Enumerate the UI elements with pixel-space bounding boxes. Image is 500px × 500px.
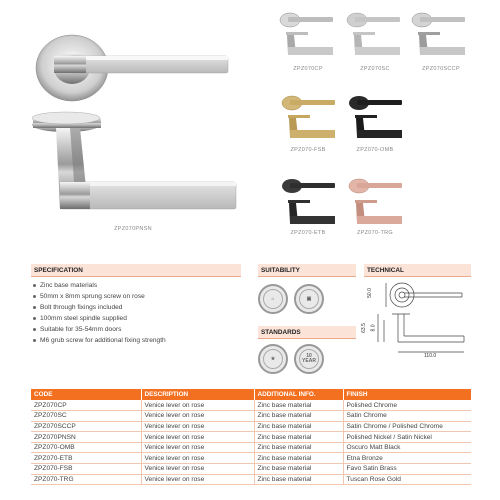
technical-drawing [360, 280, 471, 362]
list-item: Bolt through fixings included [32, 302, 247, 313]
column-header: ADDITIONAL INFO. [254, 389, 343, 400]
specification-list [32, 280, 247, 346]
list-item: M6 grub screw for additional fixing strength [32, 335, 247, 346]
table-cell: Zinc base material [254, 400, 343, 411]
table-cell: Zinc base material [254, 432, 343, 443]
table-cell: ZPZ070SC [31, 411, 141, 422]
main-product-image [30, 30, 240, 225]
table-cell: ZPZ070-ETB [31, 453, 141, 464]
main-product-caption: ZPZ070PNSN [114, 226, 152, 232]
table-row [31, 432, 471, 443]
table-cell: Venice lever on rose [141, 442, 254, 453]
thumb-zpz070sccp [410, 12, 470, 52]
table-cell: Venice lever on rose [141, 453, 254, 464]
table-cell: Zinc base material [254, 453, 343, 464]
dimension-height: 50.0 [366, 288, 373, 298]
table-cell: Etna Bronze [343, 453, 471, 464]
table-cell: Zinc base material [254, 464, 343, 475]
table-row [31, 421, 471, 432]
table-cell: Polished Nickel / Satin Nickel [343, 432, 471, 443]
table-header-row [31, 389, 471, 400]
thumb-caption: ZPZ070-FSB [290, 147, 326, 153]
table-cell: Zinc base material [254, 442, 343, 453]
standards-header: STANDARDS [258, 326, 356, 339]
thumb-caption: ZPZ070-TRG [356, 230, 393, 236]
thumb-zpz070-fsb [280, 95, 340, 135]
list-item: Suitable for 35-54mm doors [32, 324, 247, 335]
list-item: Zinc base materials [32, 280, 247, 291]
suitability-header: SUITABILITY [258, 264, 356, 277]
table-cell: ZPZ070-FSB [31, 464, 141, 475]
table-cell: Tuscan Rose Gold [343, 474, 471, 485]
thumb-caption: ZPZ070-OMB [356, 147, 394, 153]
table-cell: Satin Chrome [343, 411, 471, 422]
dimension-depth-b: 8.0 [370, 324, 377, 332]
table-row [31, 411, 471, 422]
table-row [31, 453, 471, 464]
standards-badge-icon: ★ [258, 344, 288, 374]
thumb-caption: ZPZ070SC [360, 66, 390, 72]
table-cell: Venice lever on rose [141, 400, 254, 411]
column-header: DESCRIPTION [141, 389, 254, 400]
thumb-zpz070cp [278, 12, 338, 52]
list-item: 50mm x 8mm sprung screw on rose [32, 291, 247, 302]
technical-header: TECHNICAL [364, 264, 471, 277]
table-row [31, 400, 471, 411]
table-row [31, 474, 471, 485]
table-cell: Venice lever on rose [141, 464, 254, 475]
table-cell: ZPZ070CP [31, 400, 141, 411]
table-cell: Zinc base material [254, 421, 343, 432]
dimension-depth-a: 63.5 [360, 323, 367, 333]
table-cell: Venice lever on rose [141, 421, 254, 432]
table-cell: ZPZ070PNSN [31, 432, 141, 443]
table-cell: Polished Chrome [343, 400, 471, 411]
table-cell: Venice lever on rose [141, 432, 254, 443]
thumb-caption: ZPZ070SCCP [422, 66, 460, 72]
product-table [31, 389, 471, 485]
table-cell: Zinc base material [254, 411, 343, 422]
suitability-badge-icon: ▣ [294, 284, 324, 314]
thumb-zpz070-omb [347, 95, 407, 135]
table-cell: Venice lever on rose [141, 411, 254, 422]
table-cell: Venice lever on rose [141, 474, 254, 485]
thumb-zpz070-trg [347, 178, 407, 218]
suitability-badge-icon: ⌂ [258, 284, 288, 314]
table-cell: ZPZ070-OMB [31, 442, 141, 453]
warranty-badge-icon [294, 344, 324, 374]
table-cell: Oscuro Matt Black [343, 442, 471, 453]
warranty-badge-label: 10 YEAR [299, 349, 319, 369]
table-cell: ZPZ070SCCP [31, 421, 141, 432]
table-cell: ZPZ070-TRG [31, 474, 141, 485]
list-item: 100mm steel spindle supplied [32, 313, 247, 324]
table-row [31, 442, 471, 453]
thumb-zpz070-etb [280, 178, 340, 218]
table-row [31, 464, 471, 475]
column-header: FINISH [343, 389, 471, 400]
specification-header: SPECIFICATION [31, 264, 241, 277]
thumb-caption: ZPZ070CP [293, 66, 323, 72]
table-cell: Satin Chrome / Polished Chrome [343, 421, 471, 432]
table-cell: Favo Satin Brass [343, 464, 471, 475]
thumb-zpz070sc [345, 12, 405, 52]
table-cell: Zinc base material [254, 474, 343, 485]
dimension-length: 110.0 [424, 353, 437, 359]
thumb-caption: ZPZ070-ETB [290, 230, 326, 236]
column-header: CODE [31, 389, 141, 400]
